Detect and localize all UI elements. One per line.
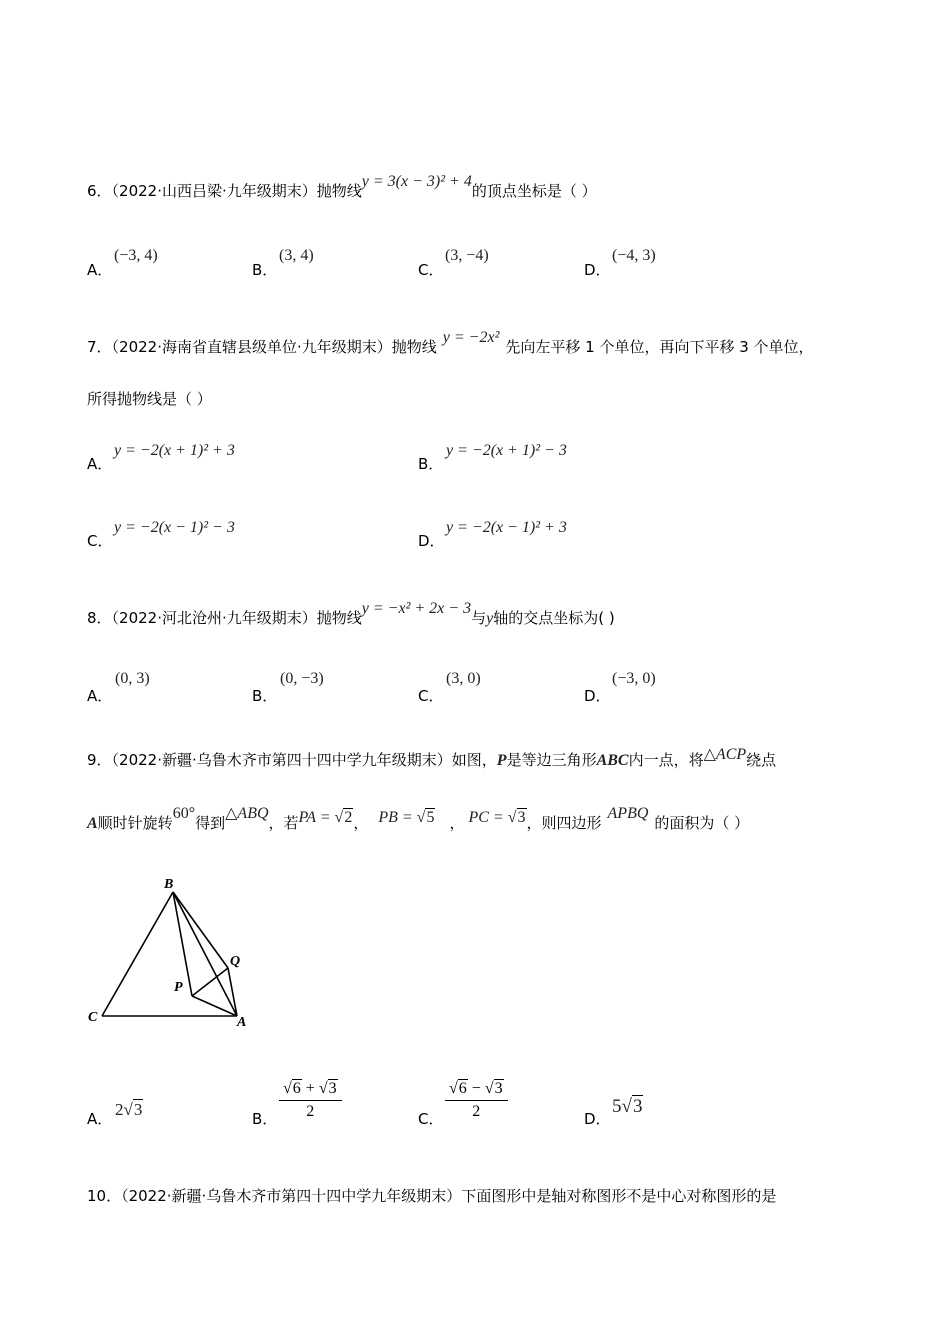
option-a-value: y = −2(x + 1)² + 3 [114, 442, 235, 459]
option-d-label: D． [584, 687, 611, 705]
formula: y = −2x² [442, 329, 500, 346]
option-a-label: A． [87, 1110, 113, 1128]
question-8-stem: 8．（2022·河北沧州·九年级期末）抛物线y = −x² + 2x − 3与y轴的交点坐标为( ) [87, 600, 615, 627]
edge-ba [173, 892, 237, 1016]
edge-pq [192, 968, 228, 996]
formula: y = 3(x − 3)² + 4 [361, 173, 472, 190]
question-source: （2022·新疆·乌鲁木齐市第四十四中学九年级期末） [121, 1187, 462, 1205]
option-d-value: y = −2(x − 1)² + 3 [446, 519, 567, 536]
question-7-stem-line2: 所得抛物线是（ ） [87, 390, 212, 408]
edge-bc [102, 892, 173, 1016]
question-number: 9． [87, 751, 112, 769]
option-c-value: $\frac{√6 - √3}{2}$ [445, 1080, 508, 1121]
edge-bq [173, 892, 228, 968]
option-a-value: (−3, 4) [114, 247, 158, 264]
option-a-label: A． [87, 687, 113, 705]
option-c-label: C． [418, 687, 444, 705]
option-d-label: D． [418, 532, 445, 550]
label-c: C [88, 1010, 98, 1025]
question-number: 7． [87, 338, 112, 356]
edge-pa [192, 996, 237, 1016]
option-b-value: y = −2(x + 1)² − 3 [446, 442, 567, 459]
question-source: （2022·山西吕梁·九年级期末） [111, 182, 317, 200]
label-a: A [237, 1015, 247, 1030]
question-10-stem: 10．（2022·新疆·乌鲁木齐市第四十四中学九年级期末）下面图形中是轴对称图形不是中心对称图形的是 [87, 1187, 777, 1205]
option-b-label: B． [252, 1110, 278, 1128]
question-number: 6． [87, 182, 112, 200]
option-c-label: C． [87, 532, 113, 550]
question-9-stem-line2: A顺时针旋转60°得到△ABQ，若PA = √2， PB = √5 ， PC = √3，则四边形APBQ的面积为（ ） [87, 805, 750, 832]
option-b-label: B． [418, 455, 444, 473]
option-a-value: 2√3 [115, 1100, 143, 1119]
label-q: Q [230, 954, 241, 969]
option-a-value: (0, 3) [115, 670, 150, 687]
question-number: 10． [87, 1187, 122, 1205]
option-d-value: (−3, 0) [612, 670, 656, 687]
option-c-label: C． [418, 1110, 444, 1128]
option-d-value: (−4, 3) [612, 247, 656, 264]
question-9-stem: 9．（2022·新疆·乌鲁木齐市第四十四中学九年级期末）如图，P是等边三角形ABC内一点，将△ACP绕点 [87, 746, 777, 769]
triangle-figure [80, 868, 270, 1038]
option-a-label: A． [87, 455, 113, 473]
question-number: 8． [87, 609, 112, 627]
question-6-stem: 6．（2022·山西吕梁·九年级期末）抛物线y = 3(x − 3)² + 4的顶点坐标是（ ） [87, 173, 597, 200]
option-b-value: (3, 4) [279, 247, 314, 264]
option-d-label: D． [584, 261, 611, 279]
option-c-value: y = −2(x − 1)² − 3 [114, 519, 235, 536]
label-p: P [174, 980, 183, 995]
option-c-value: (3, 0) [446, 670, 481, 687]
option-b-label: B． [252, 261, 278, 279]
question-source: （2022·新疆·乌鲁木齐市第四十四中学九年级期末） [111, 751, 452, 769]
option-b-value: $\frac{√6 + √3}{2}$ [279, 1080, 342, 1121]
option-c-value: (3, −4) [445, 247, 489, 264]
label-b: B [164, 877, 174, 892]
option-b-value: (0, −3) [280, 670, 324, 687]
question-source: （2022·海南省直辖县级单位·九年级期末） [111, 338, 392, 356]
formula: y = −x² + 2x − 3 [361, 600, 472, 617]
option-d-label: D． [584, 1110, 611, 1128]
option-d-value: 5√3 [612, 1096, 643, 1117]
option-b-label: B． [252, 687, 278, 705]
option-c-label: C． [418, 261, 444, 279]
option-a-label: A． [87, 261, 113, 279]
question-7-stem: 7．（2022·海南省直辖县级单位·九年级期末）抛物线y = −2x²先向左平移 1 个单位，再向下平移 3 个单位， [87, 329, 814, 356]
question-source: （2022·河北沧州·九年级期末） [111, 609, 317, 627]
